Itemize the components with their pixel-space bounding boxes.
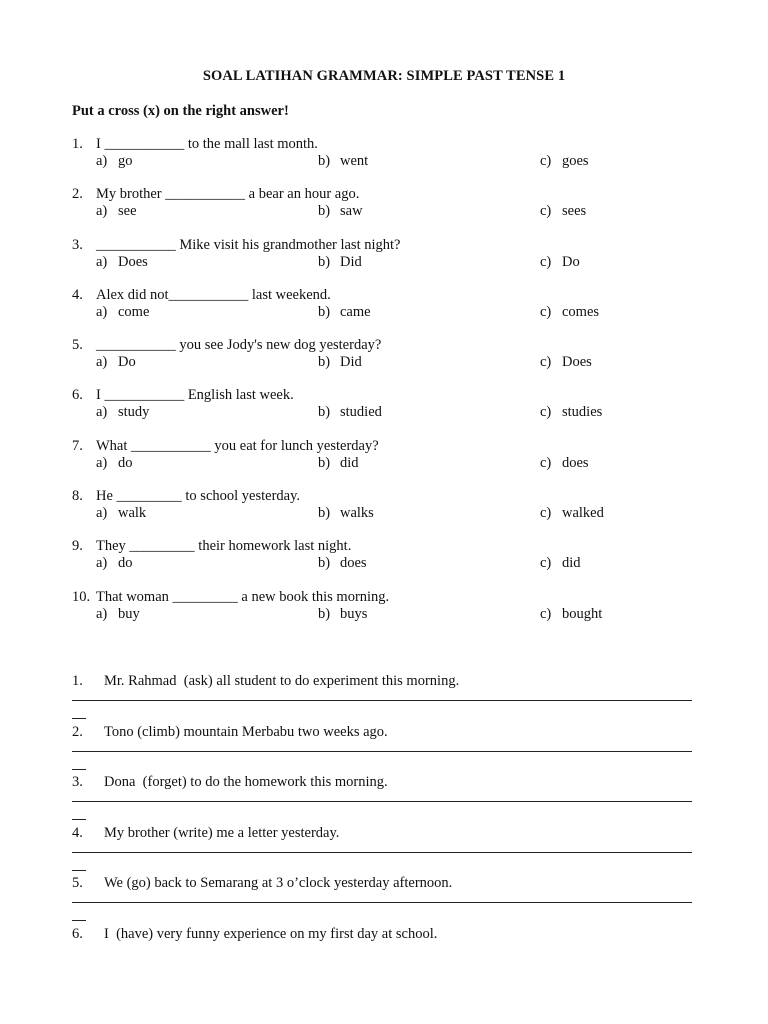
question-text: They _________ their homework last night. [96, 538, 352, 555]
options-row [72, 505, 712, 522]
options-row [72, 203, 712, 220]
essay-item [72, 875, 692, 926]
option-text: saw [340, 203, 363, 220]
options-row [72, 153, 712, 170]
option-letter: b) [318, 303, 331, 320]
option-letter: c) [540, 153, 552, 169]
options-row [72, 555, 712, 572]
option-letter: b) [318, 203, 331, 220]
options-row [72, 304, 712, 321]
option-c[interactable] [540, 354, 592, 371]
option-c[interactable] [540, 254, 580, 271]
option-text: do [118, 555, 133, 572]
option-text: do [118, 454, 133, 471]
option-letter: a) [96, 605, 108, 622]
option-letter: a) [96, 203, 108, 220]
essay-item [72, 774, 692, 825]
option-letter: c) [540, 505, 552, 522]
essay-question [72, 875, 692, 892]
essay-text: Dona (forget) to do the homework this morning. [104, 774, 388, 790]
answer-line[interactable] [72, 700, 692, 701]
answer-line[interactable] [72, 751, 692, 752]
option-b[interactable] [318, 555, 367, 572]
option-letter: c) [540, 605, 552, 622]
question-text: ___________ you see Jody's new dog yesterday? [96, 337, 382, 354]
essay-number: 1. [72, 673, 83, 689]
worksheet-title: SOAL LATIHAN GRAMMAR: SIMPLE PAST TENSE 1 [202, 68, 566, 84]
question-item [72, 237, 712, 287]
options-row [72, 404, 712, 421]
option-letter: c) [540, 454, 552, 471]
essay-text: We (go) back to Semarang at 3 o’clock yesterday afternoon. [104, 875, 453, 891]
answer-line[interactable] [72, 902, 692, 903]
option-text: Does [118, 253, 148, 270]
essay-text: Tono (climb) mountain Merbabu two weeks ago. [104, 723, 388, 740]
essay-number: 6. [72, 925, 83, 942]
option-b[interactable] [318, 505, 374, 522]
options-row [72, 254, 712, 271]
option-text: went [340, 153, 369, 169]
option-text: go [118, 153, 133, 169]
option-letter: b) [318, 354, 331, 371]
question-text: I ___________ to the mall last month. [96, 136, 318, 152]
essay-number: 4. [72, 824, 83, 841]
option-b[interactable] [318, 354, 362, 371]
question-line [72, 538, 712, 555]
question-line [72, 438, 712, 455]
option-letter: c) [540, 404, 552, 421]
option-letter: b) [318, 555, 331, 572]
option-b[interactable] [318, 404, 382, 421]
question-text: ___________ Mike visit his grandmother last night? [96, 236, 401, 253]
option-letter: b) [318, 505, 331, 522]
option-text: does [340, 555, 367, 572]
option-text: goes [562, 153, 589, 169]
essay-text: Mr. Rahmad (ask) all student to do experiment this morning. [104, 673, 460, 689]
answer-line-continuation[interactable] [72, 769, 86, 770]
question-item [72, 438, 712, 488]
answer-line[interactable] [72, 801, 692, 802]
question-number: 7. [72, 437, 83, 454]
option-b[interactable] [318, 254, 362, 271]
option-a[interactable] [96, 505, 146, 522]
essay-question [72, 673, 692, 690]
option-c[interactable] [540, 304, 599, 321]
option-text: buys [340, 605, 368, 622]
essay-question [72, 724, 692, 741]
option-a[interactable] [96, 354, 136, 371]
question-item [72, 337, 712, 387]
options-row [72, 606, 712, 623]
essay-item [72, 724, 692, 775]
option-letter: c) [540, 203, 552, 220]
essay-text: My brother (write) me a letter yesterday. [104, 824, 340, 841]
question-line [72, 237, 712, 254]
option-letter: b) [318, 605, 331, 622]
option-text: Did [340, 354, 362, 371]
option-letter: a) [96, 303, 108, 320]
question-item [72, 186, 712, 236]
question-number: 2. [72, 186, 83, 203]
question-number: 10. [72, 588, 91, 605]
option-c[interactable] [540, 505, 604, 522]
option-b[interactable] [318, 304, 371, 321]
question-item [72, 387, 712, 437]
option-letter: a) [96, 404, 108, 421]
option-text: Does [562, 354, 592, 371]
option-text: did [340, 454, 359, 471]
essay-item [72, 926, 692, 977]
option-letter: c) [540, 354, 552, 371]
answer-line[interactable] [72, 852, 692, 853]
option-text: walk [118, 505, 147, 522]
question-item [72, 488, 712, 538]
option-c[interactable] [540, 606, 602, 623]
option-letter: a) [96, 505, 108, 522]
instruction-text: Put a cross (x) on the right answer! [72, 103, 289, 119]
option-text: does [562, 454, 589, 471]
essay-number: 5. [72, 875, 83, 891]
option-letter: c) [540, 303, 552, 320]
option-text: come [118, 303, 150, 320]
option-a[interactable] [96, 404, 149, 421]
question-text: That woman _________ a new book this morning. [96, 588, 390, 605]
option-text: studied [340, 404, 382, 421]
option-c[interactable] [540, 153, 589, 170]
essay-number: 2. [72, 723, 83, 740]
question-number: 6. [72, 387, 83, 404]
essay-number: 3. [72, 774, 83, 790]
question-line [72, 337, 712, 354]
option-letter: b) [318, 454, 331, 471]
options-row [72, 354, 712, 371]
question-item [72, 287, 712, 337]
question-number: 8. [72, 488, 83, 505]
question-text: I ___________ English last week. [96, 387, 294, 404]
essay-list [72, 673, 692, 976]
answer-line-continuation[interactable] [72, 819, 86, 820]
essay-question [72, 774, 692, 791]
question-text: He _________ to school yesterday. [96, 488, 301, 505]
option-a[interactable] [96, 455, 133, 472]
answer-line-continuation[interactable] [72, 920, 86, 921]
question-number: 1. [72, 136, 83, 152]
question-line [72, 589, 712, 606]
option-b[interactable] [318, 153, 368, 170]
option-a[interactable] [96, 153, 133, 170]
option-text: see [118, 203, 137, 220]
multiple-choice-list [72, 136, 712, 639]
question-item [72, 538, 712, 588]
option-text: walks [340, 505, 374, 522]
option-a[interactable] [96, 254, 148, 271]
option-letter: a) [96, 354, 108, 371]
question-number: 3. [72, 236, 83, 253]
option-letter: c) [540, 253, 552, 270]
essay-text: I (have) very funny experience on my first day at school. [104, 925, 438, 942]
question-line [72, 186, 712, 203]
option-b[interactable] [318, 606, 367, 623]
option-letter: a) [96, 153, 108, 169]
question-line [72, 488, 712, 505]
question-text: My brother ___________ a bear an hour ago. [96, 186, 360, 203]
answer-line-continuation[interactable] [72, 718, 86, 719]
option-text: buy [118, 605, 140, 622]
essay-question [72, 825, 692, 842]
option-letter: b) [318, 153, 331, 169]
option-letter: a) [96, 253, 108, 270]
option-text: Do [118, 354, 136, 371]
option-letter: a) [96, 555, 108, 572]
option-text: study [118, 404, 150, 421]
option-c[interactable] [540, 404, 602, 421]
option-text: Do [562, 253, 580, 270]
essay-question [72, 926, 692, 943]
options-row [72, 455, 712, 472]
option-text: studies [562, 404, 603, 421]
option-letter: b) [318, 253, 331, 270]
question-line [72, 287, 712, 304]
option-c[interactable] [540, 555, 581, 572]
option-a[interactable] [96, 606, 140, 623]
option-a[interactable] [96, 304, 149, 321]
option-letter: b) [318, 404, 331, 421]
option-letter: a) [96, 454, 108, 471]
option-text: came [340, 303, 371, 320]
question-number: 4. [72, 286, 83, 303]
question-item [72, 589, 712, 639]
option-text: walked [562, 505, 604, 522]
question-text: Alex did not___________ last weekend. [96, 286, 331, 303]
option-text: Did [340, 253, 362, 270]
essay-item [72, 825, 692, 876]
option-text: did [562, 555, 581, 572]
option-a[interactable] [96, 555, 133, 572]
question-item [72, 136, 712, 186]
essay-item [72, 673, 692, 724]
option-text: sees [562, 203, 587, 220]
option-text: bought [562, 605, 603, 622]
question-number: 5. [72, 337, 83, 354]
question-line [72, 387, 712, 404]
option-c[interactable] [540, 455, 589, 472]
option-letter: c) [540, 555, 552, 572]
question-text: What ___________ you eat for lunch yesterday? [96, 437, 379, 454]
option-text: comes [562, 303, 600, 320]
question-number: 9. [72, 538, 83, 555]
option-b[interactable] [318, 455, 359, 472]
answer-line-continuation[interactable] [72, 870, 86, 871]
option-b[interactable] [318, 203, 363, 220]
option-a[interactable] [96, 203, 137, 220]
question-line [72, 136, 712, 153]
option-c[interactable] [540, 203, 586, 220]
